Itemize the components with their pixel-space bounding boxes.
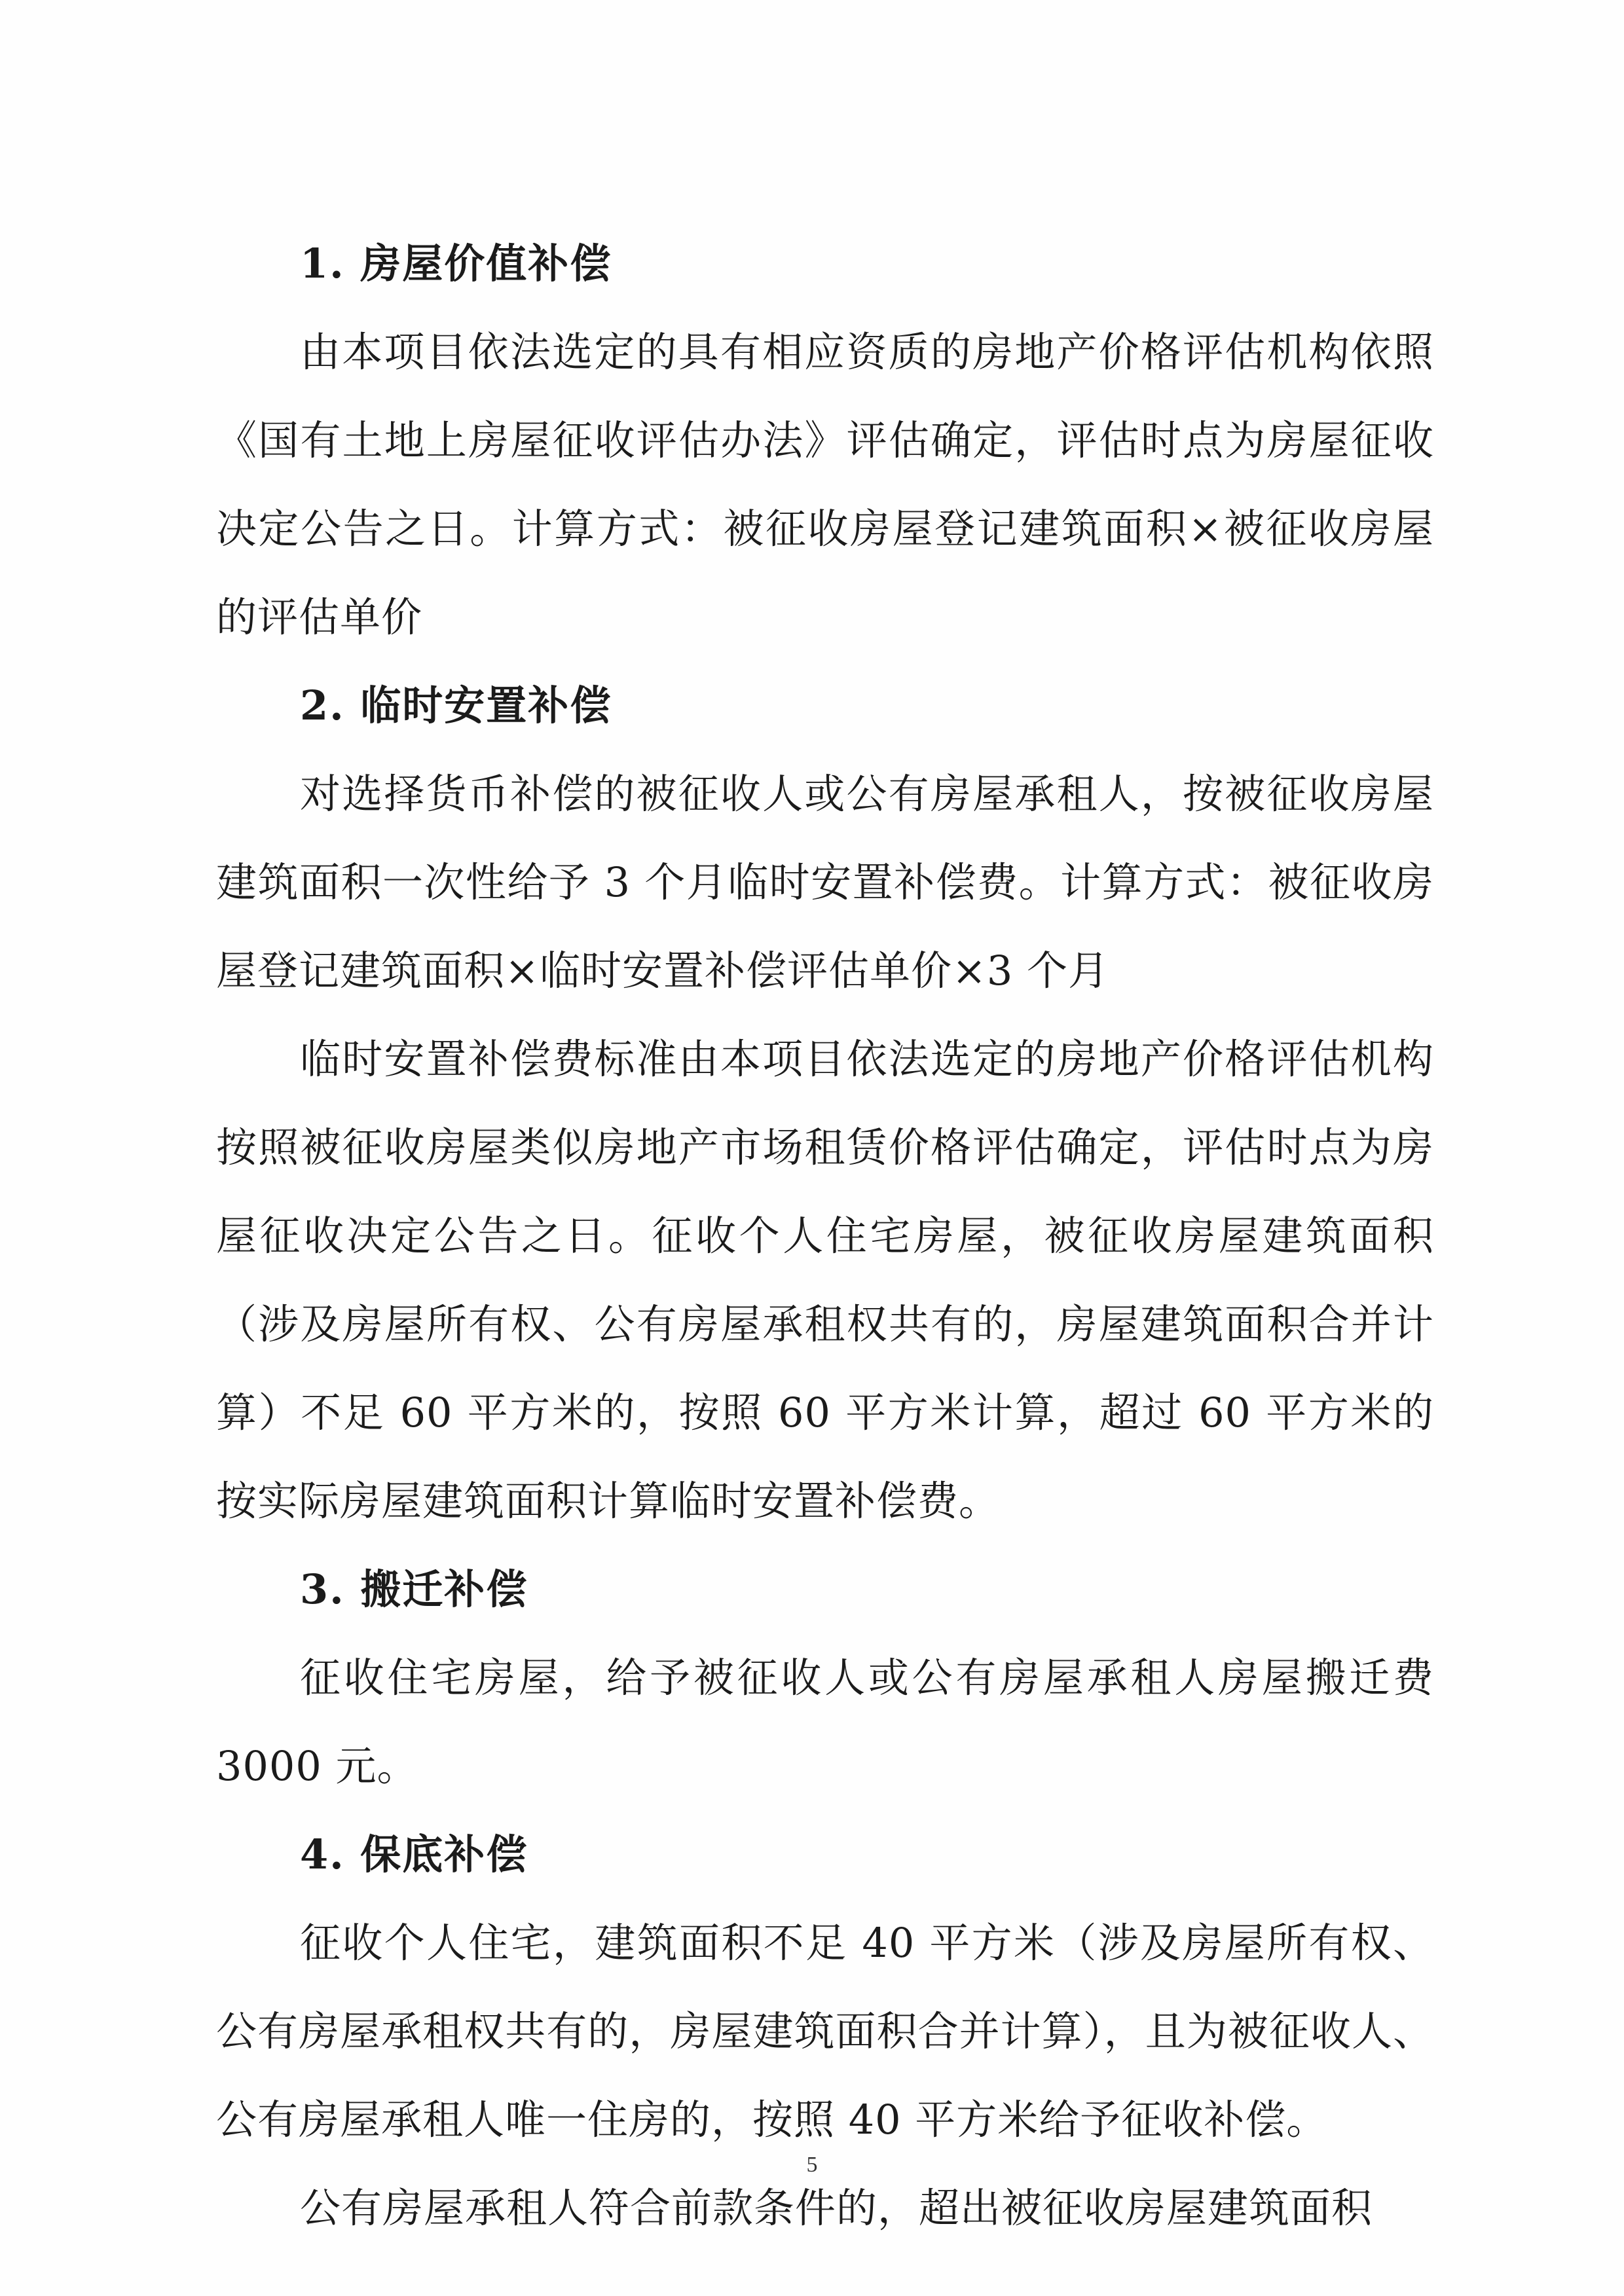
document-body xyxy=(216,219,1434,2252)
section-heading-minimum-compensation: 4. 保底补偿 xyxy=(300,1831,528,1878)
page-number: 5 xyxy=(806,2153,818,2177)
paragraph-minimum-compensation: 征收个人住宅，建筑面积不足 40 平方米（涉及房屋所有权、公有房屋承租权共有的，房屋建筑面积合并计算），且为被征收人、公有房屋承租人唯一住房的，按照 40 平方米给予征收补偿。 xyxy=(216,1919,1434,2143)
paragraph-temporary-resettlement-standard: 临时安置补偿费标准由本项目依法选定的房地产价格评估机构按照被征收房屋类似房地产市场租赁价格评估确定，评估时点为房屋征收决定公告之日。征收个人住宅房屋，被征收房屋建筑面积（涉及房屋所有权、公有房屋承租权共有的，房屋建筑面积合并计算）不足 60 平方米的，按照 60 平方米计算，超过 60 平方米的按实际房屋建筑面积计算临时安置补偿费。 xyxy=(216,1035,1434,1525)
section-heading-temporary-resettlement: 2. 临时安置补偿 xyxy=(300,682,612,729)
paragraph-house-value: 由本项目依法选定的具有相应资质的房地产价格评估机构依照《国有土地上房屋征收评估办法》评估确定，评估时点为房屋征收决定公告之日。计算方式：被征收房屋登记建筑面积×被征收房屋的评估单价 xyxy=(216,328,1434,641)
paragraph-relocation-fee: 征收住宅房屋，给予被征收人或公有房屋承租人房屋搬迁费 3000 元。 xyxy=(216,1654,1434,1790)
paragraph-public-housing-tenant: 公有房屋承租人符合前款条件的，超出被征收房屋建筑面积 xyxy=(300,2184,1373,2232)
paragraph-temporary-resettlement-method: 对选择货币补偿的被征收人或公有房屋承租人，按被征收房屋建筑面积一次性给予 3 个月临时安置补偿费。计算方式：被征收房屋登记建筑面积×临时安置补偿评估单价×3 个月 xyxy=(216,770,1434,994)
section-heading-house-value: 1. 房屋价值补偿 xyxy=(300,240,612,287)
section-heading-relocation: 3. 搬迁补偿 xyxy=(300,1565,528,1613)
